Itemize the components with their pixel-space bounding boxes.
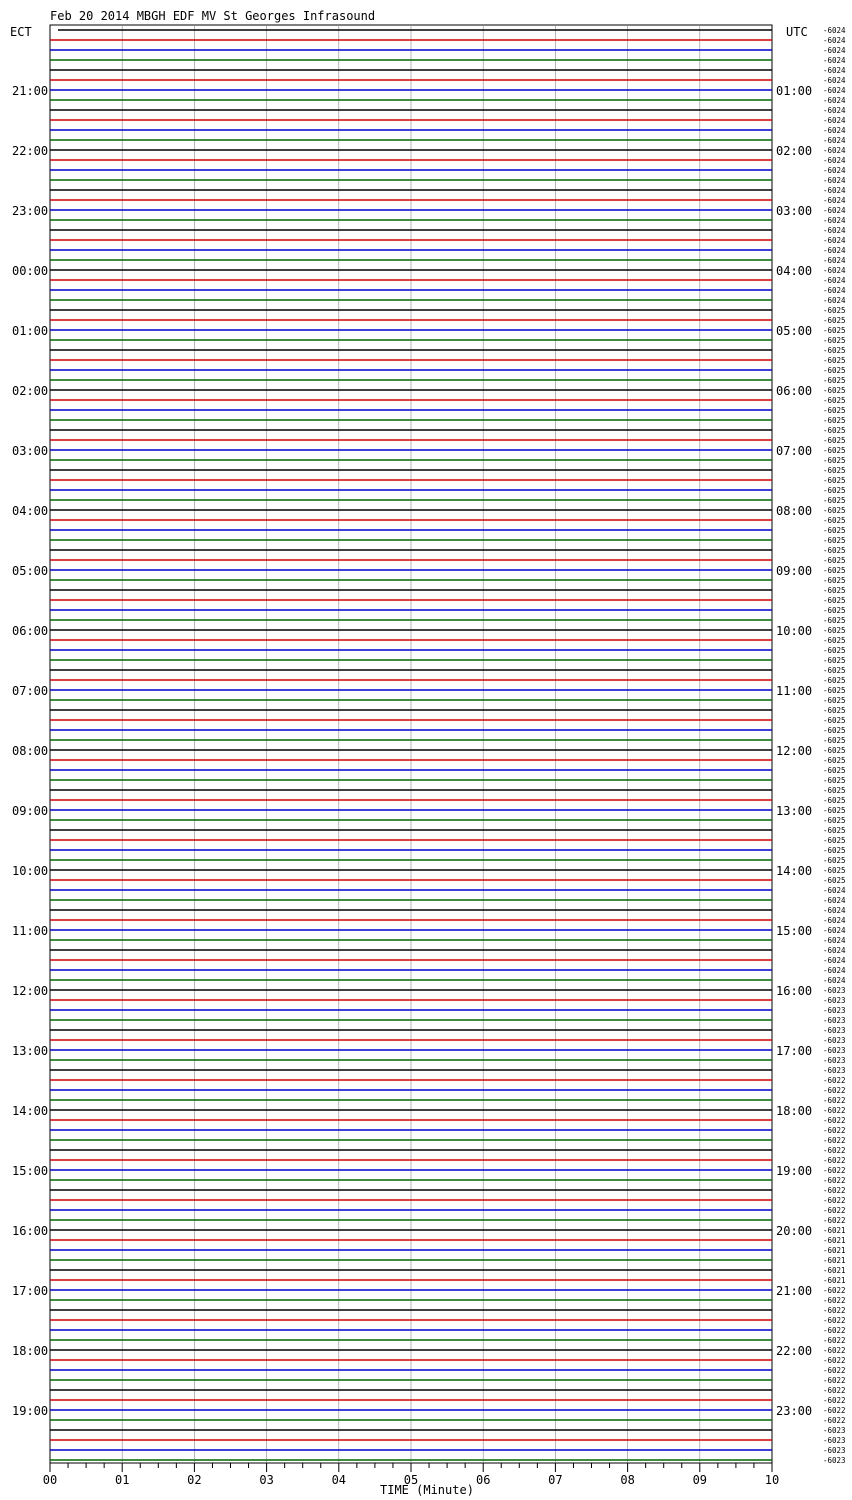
trace-value-33: -6025 [823,356,846,365]
trace-value-5: -6024 [823,76,846,85]
left-hour-11: 08:00 [12,744,49,758]
left-hour-2: 23:00 [12,204,49,218]
trace-value-39: -6025 [823,416,846,425]
trace-value-140: -6023 [823,1426,846,1435]
left-hour-12: 09:00 [12,804,49,818]
trace-value-104: -6023 [823,1066,846,1075]
trace-value-71: -6025 [823,736,846,745]
trace-value-72: -6025 [823,746,846,755]
right-hour-0: 01:00 [776,84,813,98]
left-hour-14: 11:00 [12,924,49,938]
left-hour-3: 00:00 [12,264,49,278]
trace-value-29: -6025 [823,316,846,325]
trace-value-116: -6022 [823,1186,846,1195]
trace-value-46: -6025 [823,486,846,495]
trace-value-59: -6025 [823,616,846,625]
x-tick-label-07: 07 [548,1473,563,1487]
trace-value-30: -6025 [823,326,846,335]
trace-value-65: -6025 [823,676,846,685]
x-tick-label-03: 03 [259,1473,274,1487]
trace-value-44: -6025 [823,466,846,475]
right-hour-19: 20:00 [776,1224,813,1238]
left-hour-4: 01:00 [12,324,49,338]
trace-value-58: -6025 [823,606,846,615]
trace-value-63: -6025 [823,656,846,665]
trace-value-36: -6025 [823,386,846,395]
right-hour-labels [776,84,812,1418]
trace-value-0: -6024 [823,26,846,35]
trace-value-109: -6022 [823,1116,846,1125]
trace-value-4: -6024 [823,66,846,75]
left-timezone-label: ECT [10,25,32,39]
trace-value-32: -6025 [823,346,846,355]
trace-value-141: -6023 [823,1436,846,1445]
trace-value-45: -6025 [823,476,846,485]
left-hour-0: 21:00 [12,84,49,98]
left-hour-20: 17:00 [12,1284,49,1298]
trace-value-17: -6024 [823,196,846,205]
x-tick-label-10: 10 [764,1473,780,1487]
left-hour-1: 22:00 [12,144,49,158]
trace-value-121: -6021 [823,1236,846,1245]
trace-value-85: -6025 [823,876,846,885]
trace-value-82: -6025 [823,846,846,855]
trace-value-3: -6024 [823,56,846,65]
trace-value-48: -6025 [823,506,846,515]
trace-value-labels [823,26,846,1465]
trace-value-134: -6022 [823,1366,846,1375]
trace-value-62: -6025 [823,646,846,655]
trace-value-49: -6025 [823,516,846,525]
trace-value-14: -6024 [823,166,846,175]
trace-value-108: -6022 [823,1106,846,1115]
trace-value-89: -6024 [823,916,846,925]
trace-value-25: -6024 [823,276,846,285]
trace-value-8: -6024 [823,106,846,115]
trace-value-129: -6022 [823,1316,846,1325]
trace-value-9: -6024 [823,116,846,125]
right-hour-14: 15:00 [776,924,813,938]
trace-value-66: -6025 [823,686,846,695]
x-tick-label-04: 04 [331,1473,347,1487]
trace-value-27: -6024 [823,296,846,305]
trace-value-18: -6024 [823,206,846,215]
trace-value-54: -6025 [823,566,846,575]
trace-value-22: -6024 [823,246,846,255]
trace-value-137: -6022 [823,1396,846,1405]
left-hour-18: 15:00 [12,1164,49,1178]
trace-value-133: -6022 [823,1356,846,1365]
right-hour-16: 17:00 [776,1044,813,1058]
left-hour-9: 06:00 [12,624,49,638]
left-hour-22: 19:00 [12,1404,49,1418]
right-hour-1: 02:00 [776,144,813,158]
trace-value-11: -6024 [823,136,846,145]
left-hour-16: 13:00 [12,1044,49,1058]
trace-value-52: -6025 [823,546,846,555]
trace-value-35: -6025 [823,376,846,385]
trace-value-95: -6024 [823,976,846,985]
trace-value-15: -6024 [823,176,846,185]
left-hour-19: 16:00 [12,1224,49,1238]
x-tick-label-05: 05 [403,1473,419,1487]
trace-value-119: -6022 [823,1216,846,1225]
trace-value-117: -6022 [823,1196,846,1205]
right-hour-10: 11:00 [776,684,813,698]
trace-value-90: -6024 [823,926,846,935]
trace-value-47: -6025 [823,496,846,505]
trace-value-6: -6024 [823,86,846,95]
trace-value-20: -6024 [823,226,846,235]
trace-value-126: -6022 [823,1286,846,1295]
trace-value-142: -6023 [823,1446,846,1455]
left-hour-5: 02:00 [12,384,49,398]
trace-value-124: -6021 [823,1266,846,1275]
trace-value-73: -6025 [823,756,846,765]
x-tick-label-06: 06 [475,1473,491,1487]
trace-value-122: -6021 [823,1246,846,1255]
trace-value-34: -6025 [823,366,846,375]
trace-value-107: -6022 [823,1096,846,1105]
trace-value-23: -6024 [823,256,846,265]
right-hour-5: 06:00 [776,384,813,398]
trace-value-98: -6023 [823,1006,846,1015]
left-hour-6: 03:00 [12,444,49,458]
trace-value-96: -6023 [823,986,846,995]
trace-value-88: -6024 [823,906,846,915]
trace-value-43: -6025 [823,456,846,465]
trace-value-127: -6022 [823,1296,846,1305]
right-hour-22: 23:00 [776,1404,813,1418]
trace-value-77: -6025 [823,796,846,805]
trace-value-113: -6022 [823,1156,846,1165]
trace-value-139: -6022 [823,1416,846,1425]
trace-value-76: -6025 [823,786,846,795]
left-hour-10: 07:00 [12,684,49,698]
trace-value-56: -6025 [823,586,846,595]
trace-value-51: -6025 [823,536,846,545]
trace-value-106: -6022 [823,1086,846,1095]
trace-value-10: -6024 [823,126,846,135]
trace-value-123: -6021 [823,1256,846,1265]
x-tick-label-09: 09 [692,1473,708,1487]
trace-value-120: -6021 [823,1226,846,1235]
right-hour-12: 13:00 [776,804,813,818]
left-hour-17: 14:00 [12,1104,49,1118]
trace-value-42: -6025 [823,446,846,455]
trace-value-128: -6022 [823,1306,846,1315]
right-hour-18: 19:00 [776,1164,813,1178]
trace-value-55: -6025 [823,576,846,585]
trace-value-130: -6022 [823,1326,846,1335]
right-hour-20: 21:00 [776,1284,813,1298]
trace-value-143: -6023 [823,1456,846,1465]
trace-value-12: -6024 [823,146,846,155]
trace-value-57: -6025 [823,596,846,605]
x-tick-label-00: 00 [42,1473,58,1487]
trace-value-115: -6022 [823,1176,846,1185]
trace-value-99: -6023 [823,1016,846,1025]
trace-value-78: -6025 [823,806,846,815]
trace-value-105: -6022 [823,1076,846,1085]
trace-value-102: -6023 [823,1046,846,1055]
right-hour-15: 16:00 [776,984,813,998]
right-hour-4: 05:00 [776,324,813,338]
trace-value-86: -6024 [823,886,846,895]
trace-value-112: -6022 [823,1146,846,1155]
trace-value-37: -6025 [823,396,846,405]
left-hour-15: 12:00 [12,984,49,998]
trace-value-69: -6025 [823,716,846,725]
right-hour-13: 14:00 [776,864,813,878]
trace-value-28: -6025 [823,306,846,315]
left-hour-7: 04:00 [12,504,49,518]
trace-value-2: -6024 [823,46,846,55]
trace-value-50: -6025 [823,526,846,535]
trace-value-114: -6022 [823,1166,846,1175]
right-hour-3: 04:00 [776,264,813,278]
trace-value-67: -6025 [823,696,846,705]
trace-value-70: -6025 [823,726,846,735]
left-hour-8: 05:00 [12,564,49,578]
trace-value-75: -6025 [823,776,846,785]
trace-value-13: -6024 [823,156,846,165]
trace-value-100: -6023 [823,1026,846,1035]
trace-value-83: -6025 [823,856,846,865]
trace-value-40: -6025 [823,426,846,435]
trace-value-118: -6022 [823,1206,846,1215]
trace-value-24: -6024 [823,266,846,275]
trace-value-53: -6025 [823,556,846,565]
right-hour-8: 09:00 [776,564,813,578]
trace-value-16: -6024 [823,186,846,195]
trace-value-60: -6025 [823,626,846,635]
right-hour-6: 07:00 [776,444,813,458]
trace-value-94: -6024 [823,966,846,975]
trace-value-132: -6022 [823,1346,846,1355]
trace-value-41: -6025 [823,436,846,445]
trace-value-103: -6023 [823,1056,846,1065]
right-timezone-label: UTC [786,25,808,39]
trace-value-79: -6025 [823,816,846,825]
x-axis-title: TIME (Minute) [380,1483,474,1497]
trace-value-68: -6025 [823,706,846,715]
trace-value-111: -6022 [823,1136,846,1145]
trace-value-80: -6025 [823,826,846,835]
trace-value-91: -6024 [823,936,846,945]
trace-value-138: -6022 [823,1406,846,1415]
trace-value-61: -6025 [823,636,846,645]
trace-value-93: -6024 [823,956,846,965]
trace-value-125: -6021 [823,1276,846,1285]
trace-value-21: -6024 [823,236,846,245]
left-hour-labels [12,84,48,1418]
right-hour-21: 22:00 [776,1344,813,1358]
right-hour-9: 10:00 [776,624,813,638]
trace-value-74: -6025 [823,766,846,775]
trace-value-26: -6024 [823,286,846,295]
x-tick-label-02: 02 [187,1473,202,1487]
trace-value-84: -6025 [823,866,846,875]
trace-value-19: -6024 [823,216,846,225]
trace-value-38: -6025 [823,406,846,415]
trace-value-81: -6025 [823,836,846,845]
trace-value-135: -6022 [823,1376,846,1385]
x-tick-label-08: 08 [620,1473,635,1487]
chart-title: Feb 20 2014 MBGH EDF MV St Georges Infrasound [50,9,376,23]
right-hour-11: 12:00 [776,744,813,758]
trace-value-31: -6025 [823,336,846,345]
trace-value-110: -6022 [823,1126,846,1135]
trace-value-7: -6024 [823,96,846,105]
x-tick-label-01: 01 [114,1473,130,1487]
left-hour-13: 10:00 [12,864,49,878]
trace-value-101: -6023 [823,1036,846,1045]
right-hour-17: 18:00 [776,1104,813,1118]
trace-value-1: -6024 [823,36,846,45]
left-hour-21: 18:00 [12,1344,49,1358]
trace-value-92: -6024 [823,946,846,955]
right-hour-2: 03:00 [776,204,813,218]
trace-value-97: -6023 [823,996,846,1005]
right-hour-7: 08:00 [776,504,813,518]
trace-value-64: -6025 [823,666,846,675]
trace-value-131: -6022 [823,1336,846,1345]
trace-value-136: -6022 [823,1386,846,1395]
trace-value-87: -6024 [823,896,846,905]
